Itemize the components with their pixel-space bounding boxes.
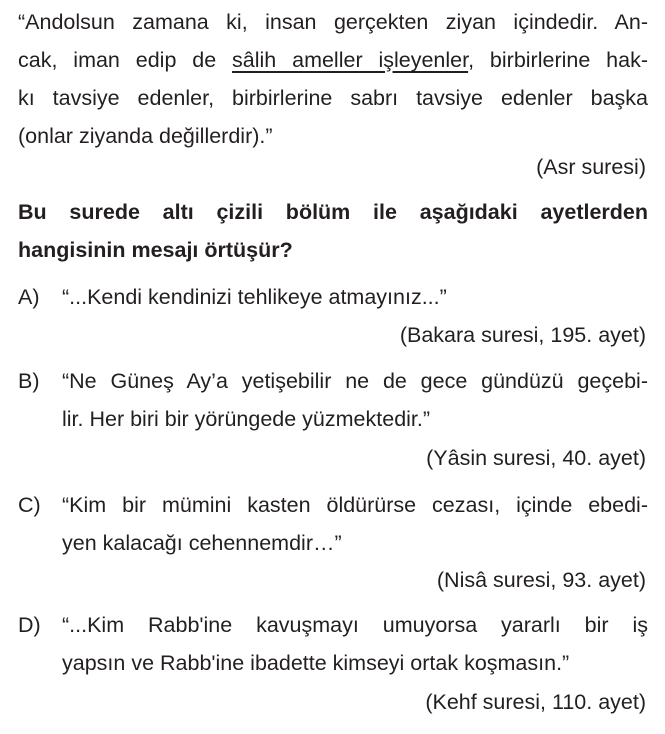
passage-line-2 [18,46,648,74]
option-c-source: (Nisâ suresi, 93. ayet) [436,568,646,592]
option-b-source: (Yâsin suresi, 40. ayet) [426,446,646,470]
passage-source: (Asr suresi) [536,155,646,179]
option-c-line-2: yen kalacağı cehennemdir…” [62,531,342,555]
passage-line-2-end: , birbirlerine hak- [468,48,648,72]
option-a-line-1: “...Kendi kendinizi tehlikeye atmayınız...” [62,285,447,309]
option-c-line-1: “Kim bir mümini kasten öldürürse cezası, içinde ebedi- [62,493,648,517]
option-a-source: (Bakara suresi, 195. ayet) [399,323,646,347]
option-d-source: (Kehf suresi, 110. ayet) [425,690,646,714]
option-a-letter: A) [18,285,40,309]
option-c-letter: C) [18,493,41,517]
underlined-phrase: sâlih ameller işleyenler [232,48,469,72]
passage-line-4: (onlar ziyanda değillerdir).” [18,124,273,148]
option-d-letter: D) [18,613,41,637]
passage-line-3: kı tavsiye edenler, birbirlerine sabrı tavsiye edenler başka [18,86,648,110]
question-line-1: Bu surede altı çizili bölüm ile aşağıdaki ayetlerden [18,200,648,224]
option-b-letter: B) [18,369,40,393]
question-line-2: hangisinin mesajı örtüşür? [18,238,293,262]
option-b-line-2: lir. Her biri bir yörüngede yüzmektedir.” [62,407,431,431]
option-d-line-2: yapsın ve Rabb'ine ibadette kimseyi ortak koşmasın.” [62,651,570,675]
passage-line-2-start: cak, iman edip de [18,48,233,72]
passage-line-1: “Andolsun zamana ki, insan gerçekten ziyan içindedir. An- [18,10,648,34]
option-d-line-1: “...Kim Rabb'ine kavuşmayı umuyorsa yararlı bir iş [62,613,648,637]
option-b-line-1: “Ne Güneş Ay’a yetişebilir ne de gece gündüzü geçebi- [62,369,648,393]
